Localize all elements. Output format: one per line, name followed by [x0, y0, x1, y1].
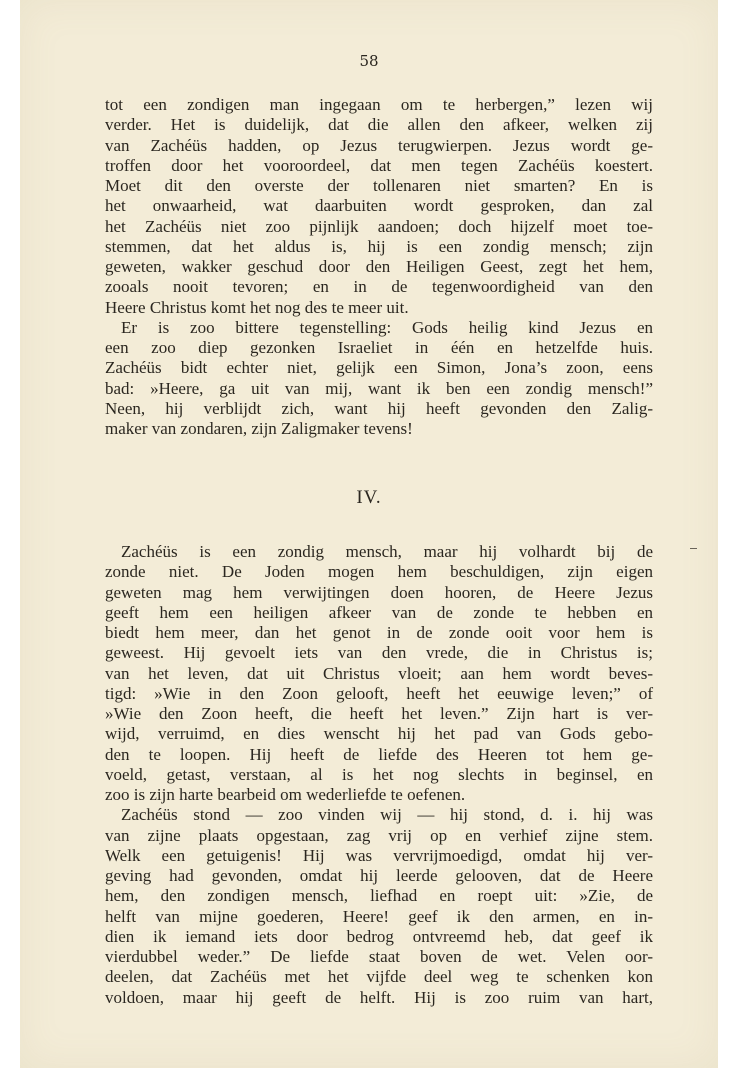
- text-line: een zoo diep gezonken Israeliet in één en hetzelfde huis.: [105, 338, 653, 357]
- text-line: zonde niet. De Joden mogen hem beschuldigen, zijn eigen: [105, 562, 653, 582]
- text-line: stemmen, dat het aldus is, hij is een zondig mensch; zijn: [105, 236, 653, 256]
- text-line: voeld, getast, verstaan, al is het nog slechts in beginsel, en: [105, 764, 653, 784]
- text-line: den te loopen. Hij heeft de liefde des Heeren tot hem ge-: [105, 744, 653, 764]
- text-line: geweten, wakker geschud door den Heiligen Geest, zegt het hem,: [105, 257, 653, 276]
- text-line: »Wie den Zoon heeft, die heeft het leven.” Zijn hart is ver-: [105, 704, 653, 723]
- text-line: verder. Het is duidelijk, dat die allen den afkeer, welken zij: [105, 115, 653, 135]
- page-number: 58: [359, 52, 379, 70]
- section-heading: IV.: [356, 487, 382, 508]
- text-line: vierdubbel weder.” De liefde staat boven de wet. Velen oor-: [105, 947, 653, 966]
- text-line: Zachéüs is een zondig mensch, maar hij volhardt bij de: [121, 542, 653, 561]
- text-line: deelen, dat Zachéüs met het vijfde deel weg te schenken kon: [105, 967, 653, 987]
- text-line: zooals nooit tevoren; en in de tegenwoordigheid van den: [105, 277, 653, 297]
- text-line: maker van zondaren, zijn Zaligmaker tevens!: [105, 419, 413, 438]
- book-page: [20, 0, 718, 1068]
- text-line: geweten mag hem verwijtingen doen hooren, de Heere Jezus: [105, 582, 653, 602]
- text-line: van Zachéüs hadden, op Jezus terugwierpen. Jezus wordt ge-: [105, 135, 653, 155]
- text-line: zoo is zijn harte bearbeid om wederliefde te oefenen.: [105, 785, 466, 804]
- text-block-bottom: [105, 542, 653, 1008]
- text-line: Zachéüs stond — zoo vinden wij — hij stond, d. i. hij was: [121, 805, 653, 825]
- text-line: tot een zondigen man ingegaan om te herbergen,” lezen wij: [105, 95, 653, 114]
- text-line: Moet dit den overste der tollenaren niet smarten? En is: [105, 176, 653, 195]
- text-line: geweest. Hij gevoelt iets van den vrede, die in Christus is;: [105, 643, 653, 663]
- text-line: van het leven, dat uit Christus vloeit; aan hem wordt beves-: [105, 663, 653, 683]
- text-line: wijd, verruimd, en dies wenscht hij het pad van Gods gebo-: [105, 724, 653, 744]
- text-line: Neen, hij verblijdt zich, want hij heeft gevonden den Zalig-: [105, 398, 653, 418]
- decorative-mark: [690, 548, 697, 549]
- text-line: geeft hem een heiligen afkeer van de zonde te hebben en: [105, 602, 653, 622]
- text-line: bad: »Heere, ga uit van mij, want ik ben een zondig mensch!”: [105, 378, 653, 398]
- text-line: geving had gevonden, omdat hij leerde gelooven, dat de Heere: [105, 866, 653, 885]
- text-line: biedt hem meer, dan het genot in de zonde ooit voor hem is: [105, 623, 653, 642]
- text-line: Er is zoo bittere tegenstelling: Gods heilig kind Jezus en: [121, 317, 653, 337]
- text-line: hem, den zondigen mensch, liefhad en roept uit: »Zie, de: [105, 886, 653, 906]
- text-line: van zijne plaats opgestaan, zag vrij op en verhief zijne stem.: [105, 825, 653, 845]
- text-line: troffen door het vooroordeel, dat men tegen Zachéüs koestert.: [105, 155, 653, 175]
- text-line: Heere Christus komt het nog des te meer uit.: [105, 297, 409, 317]
- text-line: het Zachéüs niet zoo pijnlijk aandoen; doch hijzelf moet toe-: [105, 216, 653, 236]
- text-block-top: [105, 95, 653, 439]
- text-line: dien ik iemand iets door bedrog ontvreemd heb, dat geef ik: [105, 926, 653, 946]
- text-line: Zachéüs bidt echter niet, gelijk een Simon, Jona’s zoon, eens: [105, 358, 653, 378]
- text-line: het onwaarheid, wat daarbuiten wordt gesproken, dan zal: [105, 196, 653, 216]
- text-line: helft van mijne goederen, Heere! geef ik den armen, en in-: [105, 906, 653, 926]
- text-line: voldoen, maar hij geeft de helft. Hij is zoo ruim van hart,: [105, 987, 653, 1007]
- text-line: Welk een getuigenis! Hij was vervrijmoedigd, omdat hij ver-: [105, 845, 653, 865]
- text-line: tigd: »Wie in den Zoon gelooft, heeft het eeuwige leven;” of: [105, 683, 653, 703]
